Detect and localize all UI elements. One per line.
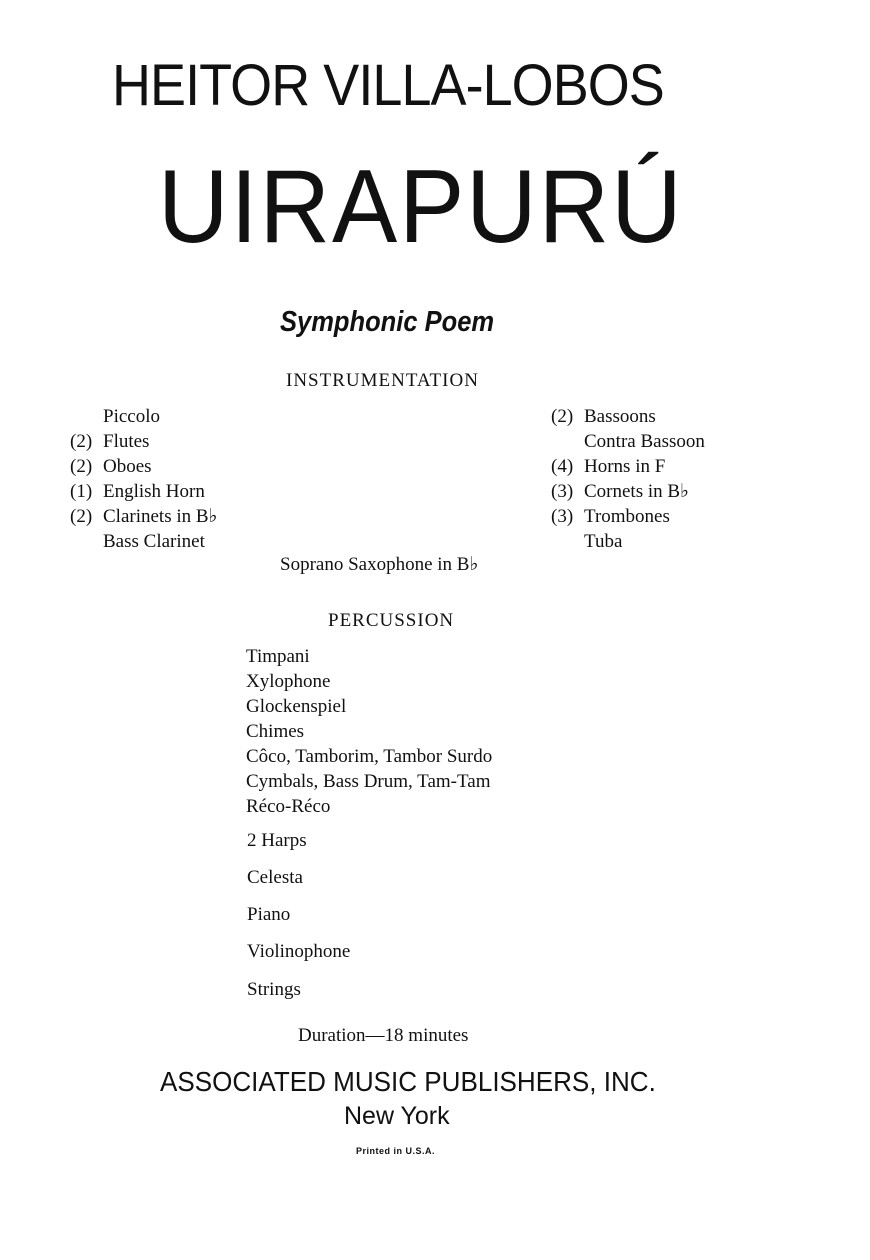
instrument-name: Bassoons bbox=[584, 406, 656, 427]
publisher-name: ASSOCIATED MUSIC PUBLISHERS, INC. bbox=[160, 1066, 656, 1097]
instrument-count: (2) bbox=[70, 506, 93, 527]
saxophone-line: Soprano Saxophone in B♭ bbox=[280, 554, 479, 575]
instrument-violinophone: Violinophone bbox=[247, 941, 351, 962]
publisher-city: New York bbox=[344, 1102, 450, 1130]
percussion-heading: PERCUSSION bbox=[328, 610, 455, 631]
list-item bbox=[70, 479, 218, 504]
instrument-name: Piccolo bbox=[103, 406, 160, 427]
instrumentation-heading: INSTRUMENTATION bbox=[286, 370, 479, 391]
instrument-celesta: Celesta bbox=[247, 867, 303, 888]
list-item: Xylophone bbox=[246, 671, 331, 692]
list-item: Timpani bbox=[246, 646, 310, 667]
instrument-count: (3) bbox=[551, 481, 574, 502]
instrument-name: Trombones bbox=[584, 506, 670, 527]
instrument-name: Oboes bbox=[103, 456, 152, 477]
instrument-harps: 2 Harps bbox=[247, 830, 307, 851]
instrument-list-left bbox=[70, 404, 218, 554]
list-item bbox=[70, 454, 218, 479]
instrument-name: Horns in F bbox=[584, 456, 666, 477]
list-item bbox=[551, 504, 705, 529]
instrument-count bbox=[70, 404, 103, 429]
instrument-count bbox=[70, 529, 103, 554]
instrument-count: (2) bbox=[551, 406, 574, 427]
composer-name: HEITOR VILLA-LOBOS bbox=[112, 53, 664, 118]
instrument-name: Contra Bassoon bbox=[584, 431, 705, 452]
instrument-count bbox=[551, 429, 584, 454]
work-title: UIRAPURÚ bbox=[158, 149, 684, 265]
list-item bbox=[551, 454, 705, 479]
instrument-name: Clarinets in B♭ bbox=[103, 506, 218, 527]
list-item bbox=[551, 429, 705, 454]
instrument-count: (2) bbox=[70, 456, 93, 477]
list-item bbox=[70, 529, 218, 554]
instrument-piano: Piano bbox=[247, 904, 291, 925]
instrument-count: (1) bbox=[70, 481, 93, 502]
list-item bbox=[551, 479, 705, 504]
instrument-count: (4) bbox=[551, 456, 574, 477]
percussion-list bbox=[246, 644, 492, 819]
list-item bbox=[70, 504, 218, 529]
list-item bbox=[70, 404, 218, 429]
list-item bbox=[551, 404, 705, 429]
instrument-count bbox=[551, 529, 584, 554]
list-item bbox=[70, 429, 218, 454]
instrument-list-right bbox=[551, 404, 705, 554]
list-item: Glockenspiel bbox=[246, 696, 347, 717]
list-item: Chimes bbox=[246, 721, 305, 742]
instrument-name: Cornets in B♭ bbox=[584, 481, 690, 502]
printed-note: Printed in U.S.A. bbox=[356, 1146, 436, 1156]
instrument-name: Tuba bbox=[584, 531, 623, 552]
instrument-count: (3) bbox=[551, 506, 574, 527]
list-item: Côco, Tamborim, Tambor Surdo bbox=[246, 746, 493, 767]
list-item: Cymbals, Bass Drum, Tam-Tam bbox=[246, 771, 491, 792]
instrument-strings: Strings bbox=[247, 979, 301, 1000]
duration: Duration—18 minutes bbox=[298, 1025, 469, 1046]
instrument-name: English Horn bbox=[103, 481, 205, 502]
work-subtitle: Symphonic Poem bbox=[280, 306, 495, 338]
instrument-name: Bass Clarinet bbox=[103, 531, 205, 552]
instrument-name: Flutes bbox=[103, 431, 150, 452]
list-item bbox=[551, 529, 705, 554]
list-item: Réco-Réco bbox=[246, 796, 331, 817]
instrument-count: (2) bbox=[70, 431, 93, 452]
